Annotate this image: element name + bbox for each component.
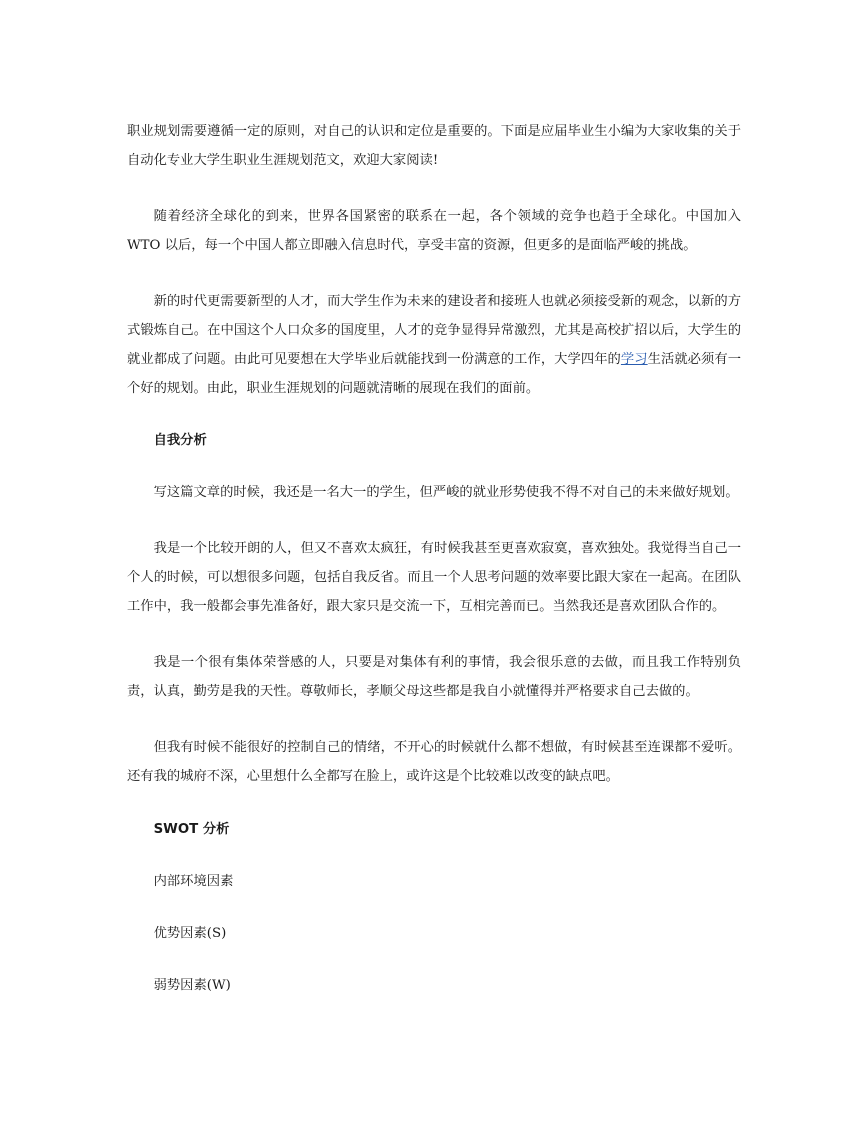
document-page xyxy=(127,117,741,1000)
intro-paragraph: 职业规划需要遵循一定的原则，对自己的认识和定位是重要的。下面是应届毕业生小编为大家收集的关于自动化专业大学生职业生涯规划范文，欢迎大家阅读! xyxy=(127,124,741,168)
paragraph-collective: 我是一个很有集体荣誉感的人，只要是对集体有利的事情，我会很乐意的去做，而且我工作特别负责，认真，勤劳是我的天性。尊敬师长，孝顺父母这些都是我自小就懂得并严格要求自己去做的。 xyxy=(127,655,741,699)
study-link[interactable]: 学习 xyxy=(620,352,648,367)
paragraph-text: 生活就必须有一个好的规划。由此，职业生涯规划的问题就清晰的展现在我们的面前。 xyxy=(127,352,742,396)
paragraph-globalization: 随着经济全球化的到来，世界各国紧密的联系在一起，各个领域的竞争也趋于全球化。中国加入 WTO 以后，每一个中国人都立即融入信息时代，享受丰富的资源，但更多的是面临严峻的挑战。 xyxy=(127,209,741,253)
paragraph-text: 新的时代更需要新型的人才，而大学生作为未来的建设者和接班人也就必须接受新的观念，以新的方式锻炼自己。在中国这个人口众多的国度里，人才的竞争显得异常激烈，尤其是高校扩招以后，大学生的就业都成了问题。由此可见要想在大学毕业后就能找到一份满意的工作，大学四年的 xyxy=(127,294,741,367)
paragraph-weakness: 但我有时候不能很好的控制自己的情绪，不开心的时候就什么都不想做，有时候甚至连课都不爱听。还有我的城府不深，心里想什么全都写在脸上，或许这是个比较难以改变的缺点吧。 xyxy=(127,740,741,784)
swot-item-internal: 内部环境因素 xyxy=(153,874,234,889)
heading-swot: SWOT 分析 xyxy=(153,822,230,837)
paragraph-writing-time: 写这篇文章的时候，我还是一名大一的学生，但严峻的就业形势使我不得不对自己的未来做好规划。 xyxy=(153,485,739,500)
paragraph-personality: 我是一个比较开朗的人，但又不喜欢太疯狂，有时候我甚至更喜欢寂寞，喜欢独处。我觉得当自己一个人的时候，可以想很多问题，包括自我反省。而且一个人思考问题的效率要比跟大家在一起高。在团队工作中，我一般都会事先准备好，跟大家只是交流一下，互相完善而已。当然我还是喜欢团队合作的。 xyxy=(127,541,741,614)
heading-self-analysis: 自我分析 xyxy=(153,433,207,448)
paragraph-new-era xyxy=(127,287,741,403)
swot-item-strengths: 优势因素(S) xyxy=(153,926,227,941)
swot-item-weaknesses: 弱势因素(W) xyxy=(153,978,231,993)
